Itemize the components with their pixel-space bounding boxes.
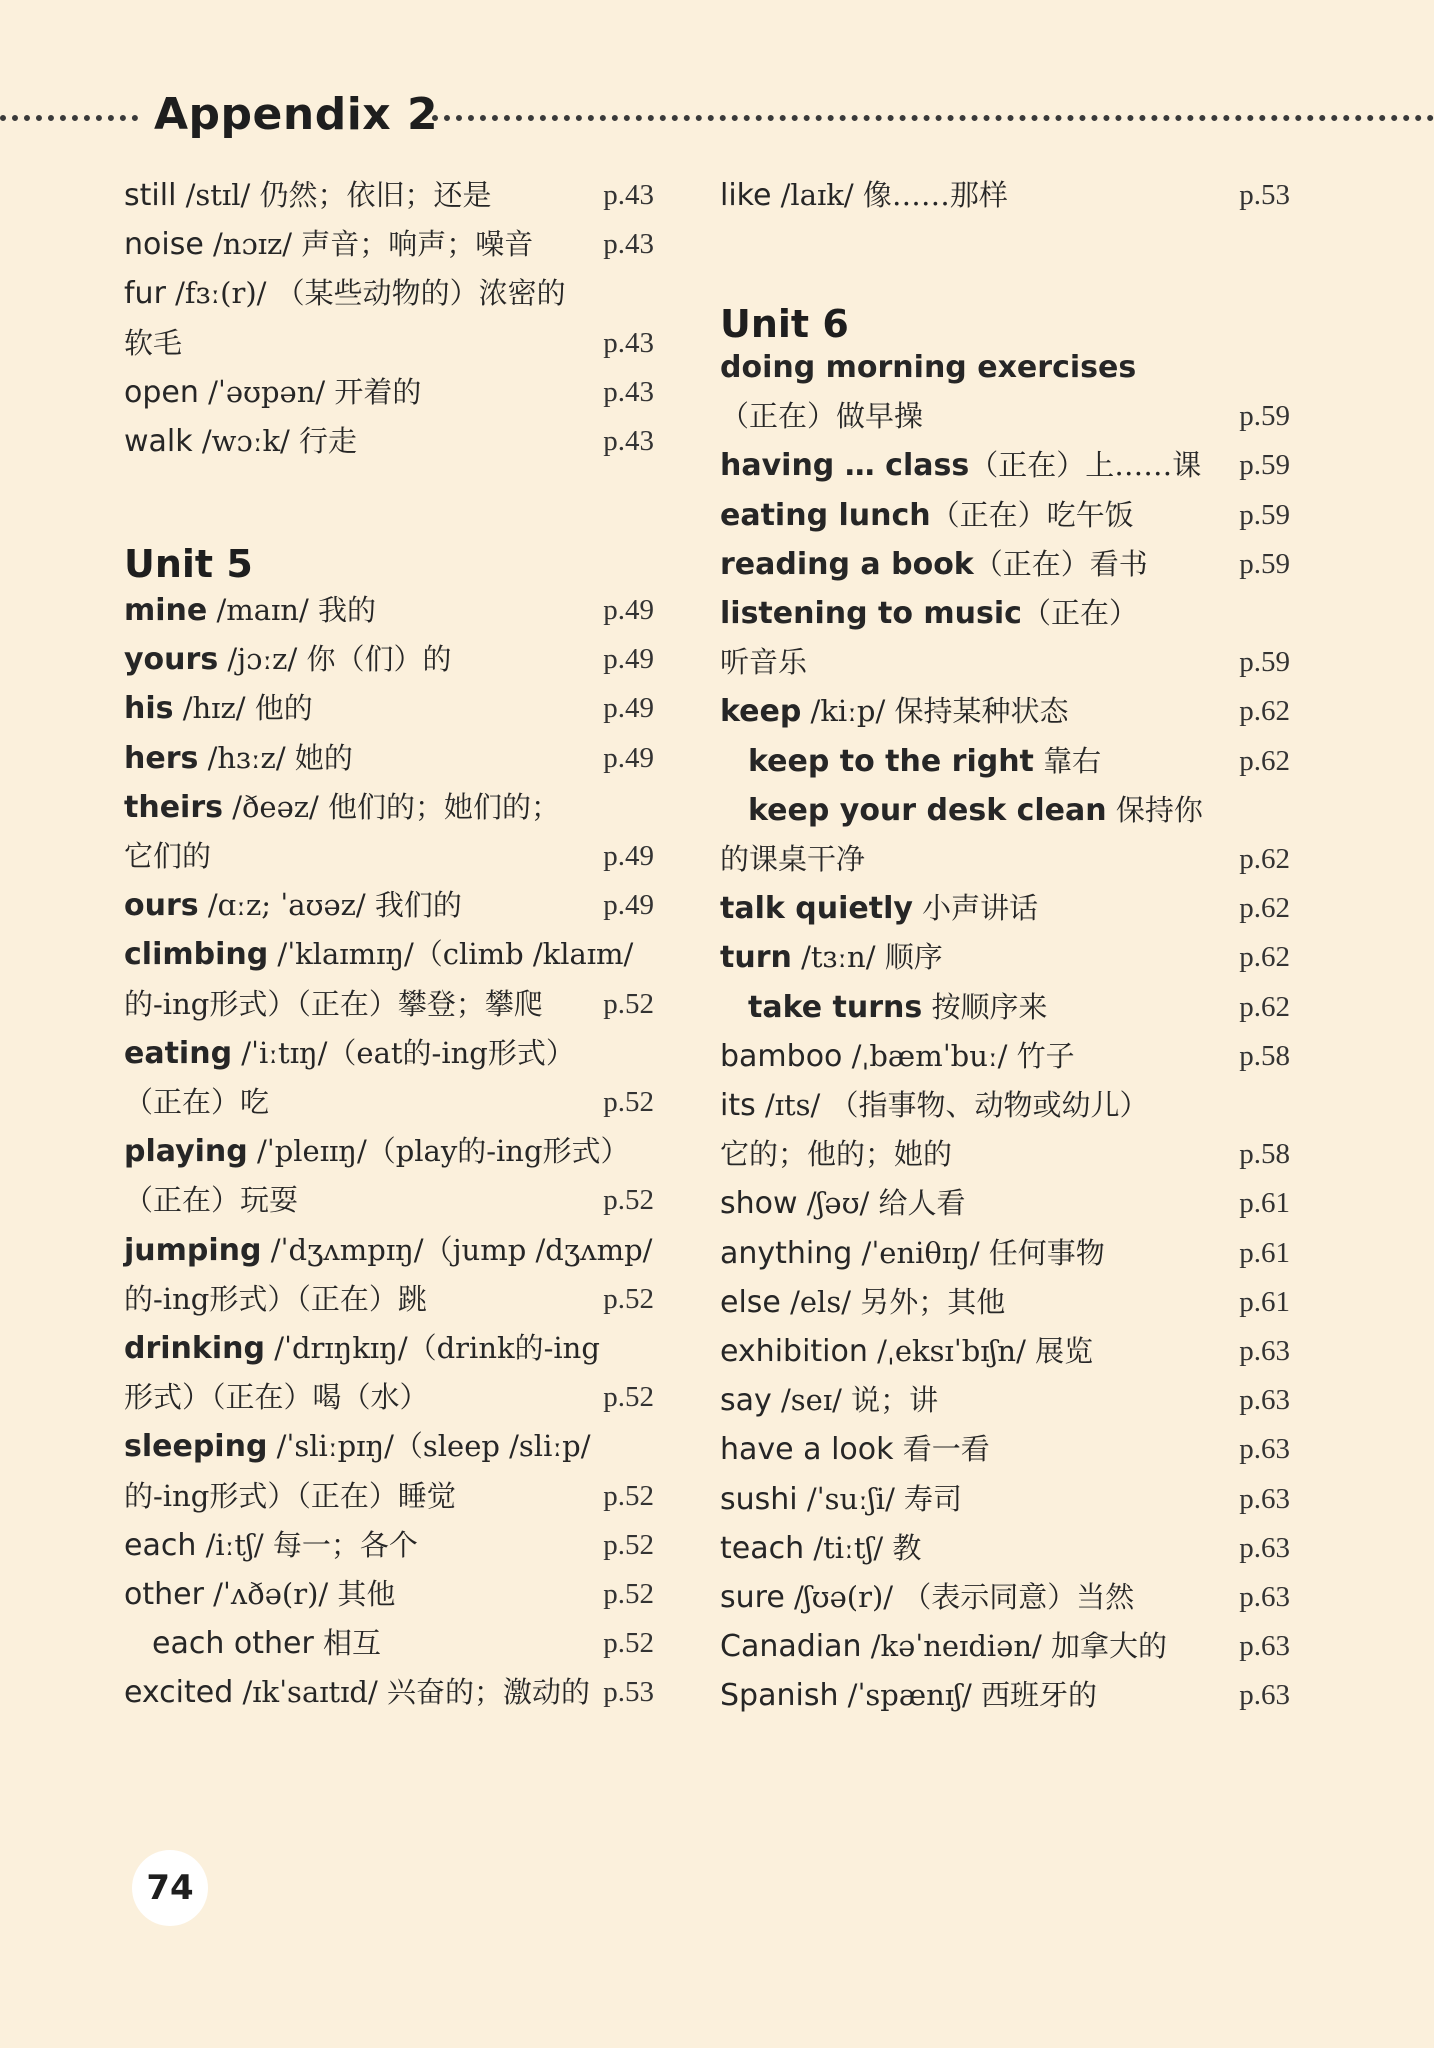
glossary-entry — [124, 586, 694, 635]
entry-headword: open — [124, 374, 199, 410]
entry-page-ref: p.52 — [603, 1282, 654, 1315]
entry-page-ref: p.58 — [1239, 1039, 1290, 1072]
entry-definition: 形式）（正在）喝（水） — [124, 1380, 429, 1415]
entry-headword: keep your desk clean — [748, 792, 1107, 828]
entry-definition: 按顺序来 — [922, 989, 1048, 1024]
glossary-entry — [720, 1524, 1290, 1573]
entry-headword: bamboo — [720, 1038, 843, 1074]
entry-headword: fur — [124, 276, 166, 312]
glossary-entry — [124, 1226, 694, 1275]
entry-page-ref: p.52 — [603, 987, 654, 1020]
glossary-entry — [720, 1671, 1290, 1720]
glossary-entry — [720, 540, 1290, 589]
entry-page-ref: p.52 — [603, 1528, 654, 1561]
entry-page-ref: p.63 — [1239, 1433, 1290, 1466]
glossary-entry — [124, 368, 694, 417]
entry-headword: say — [720, 1383, 772, 1419]
entry-definition: /ˌeksɪˈbɪʃn/ 展览 — [867, 1334, 1094, 1368]
entry-definition: /jɔːz/ 你（们）的 — [218, 642, 452, 677]
entry-definition: /kiːp/ 保持某种状态 — [801, 694, 1069, 729]
entry-page-ref: p.59 — [1239, 646, 1290, 679]
glossary-entry — [720, 1376, 1290, 1425]
entry-page-ref: p.63 — [1239, 1482, 1290, 1515]
entry-definition: /hɪz/ 他的 — [173, 691, 313, 726]
entry-page-ref: p.52 — [603, 1184, 654, 1217]
entry-headword: reading a book — [720, 546, 974, 582]
entry-definition: /ʃʊə(r)/ （表示同意）当然 — [784, 1580, 1135, 1614]
glossary-entry — [720, 786, 1290, 835]
glossary-entry — [720, 171, 1290, 220]
glossary-entry — [720, 1179, 1290, 1228]
entry-page-ref: p.63 — [1239, 1335, 1290, 1367]
glossary-entry — [124, 980, 694, 1029]
entry-definition: /ˈsliːpɪŋ/（sleep /sliːp/ — [267, 1429, 591, 1464]
entry-definition: /maɪn/ 我的 — [207, 593, 376, 627]
glossary-entry — [124, 832, 694, 881]
entry-headword: show — [720, 1186, 798, 1222]
entry-page-ref: p.53 — [1239, 179, 1290, 211]
entry-definition: /ˈpleɪɪŋ/（play的-ing形式） — [247, 1134, 630, 1169]
glossary-entry — [124, 1324, 694, 1373]
entry-definition: /ˈəʊpən/ 开着的 — [198, 374, 422, 409]
entry-definition: /tiːtʃ/ 教 — [804, 1530, 922, 1565]
glossary-entry — [124, 1668, 694, 1717]
glossary-entry — [124, 269, 694, 318]
entry-definition: （正在）做早操 — [720, 399, 924, 434]
entry-headword: like — [720, 178, 772, 213]
entry-page-ref: p.52 — [603, 1627, 654, 1660]
glossary-entry — [720, 835, 1290, 884]
entry-definition: （正在） — [1021, 596, 1138, 630]
entry-headword: yours — [124, 642, 219, 678]
entry-headword: hers — [124, 740, 199, 776]
entry-definition: /ʃəʊ/ 给人看 — [797, 1186, 966, 1221]
entry-headword: drinking — [124, 1331, 265, 1366]
glossary-entry — [720, 638, 1290, 687]
entry-definition: 的-ing形式）（正在）跳 — [124, 1281, 427, 1316]
glossary-entry — [720, 1130, 1290, 1179]
entry-headword: have a look — [720, 1432, 894, 1468]
glossary-entry — [124, 881, 694, 930]
entry-headword: sushi — [720, 1481, 798, 1517]
glossary-entry — [124, 930, 694, 979]
entry-headword: listening to music — [720, 596, 1022, 631]
entry-definition: 看一看 — [893, 1432, 990, 1467]
glossary-entry — [720, 1622, 1290, 1671]
entry-page-ref: p.59 — [1239, 547, 1290, 580]
entry-definition: （正在）吃 — [124, 1085, 270, 1119]
glossary-entry — [720, 392, 1290, 441]
entry-headword: still — [124, 178, 177, 213]
entry-page-ref: p.52 — [603, 1578, 654, 1610]
glossary-entry — [124, 417, 694, 466]
unit-heading: Unit 5 — [124, 542, 253, 586]
entry-headword: exhibition — [720, 1334, 868, 1369]
entry-headword: his — [124, 691, 174, 727]
entry-definition: /ðeəz/ 他们的；她们的； — [222, 789, 561, 824]
header-dotted-rule-right — [432, 115, 1434, 121]
entry-headword: else — [720, 1284, 781, 1320]
entry-headword: turn — [720, 940, 792, 976]
entry-definition: （正在）玩耍 — [124, 1183, 299, 1218]
entry-definition: /ˈʌðə(r)/ 其他 — [203, 1577, 396, 1611]
entry-page-ref: p.61 — [1239, 1285, 1290, 1318]
entry-definition: 的-ing形式）（正在）攀登；攀爬 — [124, 986, 543, 1021]
glossary-entry — [124, 1521, 694, 1570]
entry-headword: each — [124, 1527, 197, 1563]
glossary-entry — [124, 1029, 694, 1078]
entry-page-ref: p.43 — [603, 375, 654, 408]
entry-definition: /stɪl/ 仍然；依旧；还是 — [176, 178, 492, 212]
glossary-entry — [720, 1425, 1290, 1474]
entry-headword: ours — [124, 888, 199, 924]
entry-definition: 的课桌干净 — [720, 842, 866, 876]
entry-headword: anything — [720, 1235, 853, 1271]
entry-definition: /ˈklaɪmɪŋ/（climb /klaɪm/ — [268, 937, 634, 972]
entry-page-ref: p.58 — [1239, 1138, 1290, 1171]
entry-page-ref: p.63 — [1239, 1630, 1290, 1663]
entry-page-ref: p.43 — [603, 326, 654, 359]
entry-headword: doing morning exercises — [720, 350, 1137, 385]
glossary-entry — [720, 1475, 1290, 1524]
glossary-entry — [124, 1472, 694, 1521]
entry-page-ref: p.62 — [1239, 892, 1290, 925]
header-dotted-rule-left — [0, 115, 138, 121]
page-number-badge — [132, 1850, 208, 1926]
entry-definition: /wɔːk/ 行走 — [192, 424, 358, 458]
entry-headword: its — [720, 1088, 756, 1123]
entry-page-ref: p.61 — [1239, 1236, 1290, 1269]
glossary-entry — [720, 1032, 1290, 1081]
entry-headword: playing — [124, 1134, 248, 1170]
entry-definition: /hɜːz/ 她的 — [198, 740, 353, 775]
entry-page-ref: p.49 — [603, 692, 654, 725]
entry-headword: eating — [124, 1035, 233, 1071]
entry-headword: keep — [720, 694, 802, 730]
entry-page-ref: p.43 — [603, 228, 654, 261]
entry-headword: climbing — [124, 937, 269, 973]
entry-definition: /laɪk/ 像……那样 — [771, 178, 1008, 212]
entry-definition: （正在）吃午饭 — [930, 497, 1134, 532]
entry-page-ref: p.62 — [1239, 744, 1290, 777]
entry-definition: /iːtʃ/ 每一；各个 — [196, 1527, 418, 1562]
entry-page-ref: p.53 — [603, 1676, 654, 1709]
entry-page-ref: p.49 — [603, 643, 654, 676]
entry-headword: Spanish — [720, 1678, 839, 1714]
entry-definition: /ˈdʒʌmpɪŋ/（jump /dʒʌmp/ — [261, 1232, 653, 1267]
glossary-entry — [124, 1176, 694, 1225]
entry-definition: /ɑːz; ˈaʊəz/ 我们的 — [198, 888, 462, 923]
glossary-entry — [124, 220, 694, 269]
entry-definition: /ˈsuːʃi/ 寿司 — [797, 1481, 963, 1516]
glossary-entry — [720, 589, 1290, 638]
entry-definition: 靠右 — [1033, 743, 1102, 778]
entry-page-ref: p.49 — [603, 741, 654, 774]
glossary-entry — [720, 737, 1290, 786]
glossary-entry — [720, 687, 1290, 736]
entry-definition: 它的；他的；她的 — [720, 1137, 953, 1172]
glossary-entry — [124, 171, 694, 220]
entry-definition: /ɪts/ （指事物、动物或幼儿） — [755, 1088, 1149, 1122]
entry-definition: /nɔɪz/ 声音；响声；噪音 — [203, 227, 534, 262]
glossary-entry — [124, 1078, 694, 1127]
glossary-entry — [720, 1278, 1290, 1327]
entry-definition: 软毛 — [124, 325, 183, 360]
entry-definition: /ˈspænɪʃ/ 西班牙的 — [838, 1678, 1097, 1713]
entry-headword: keep to the right — [748, 743, 1034, 779]
entry-page-ref: p.52 — [603, 1381, 654, 1414]
entry-headword: walk — [124, 424, 193, 459]
entry-headword: having … class — [720, 448, 970, 484]
entry-page-ref: p.49 — [603, 594, 654, 626]
entry-headword: teach — [720, 1530, 805, 1566]
entry-headword: jumping — [124, 1232, 262, 1268]
entry-headword: each other — [152, 1626, 314, 1662]
entry-page-ref: p.62 — [1239, 941, 1290, 974]
entry-headword: sure — [720, 1580, 785, 1615]
glossary-entry — [720, 441, 1290, 490]
entry-definition: /kəˈneɪdiən/ 加拿大的 — [861, 1629, 1167, 1664]
glossary-entry — [720, 343, 1290, 392]
glossary-entry — [124, 635, 694, 684]
entry-page-ref: p.62 — [1239, 990, 1290, 1023]
glossary-entry — [720, 1327, 1290, 1376]
entry-headword: excited — [124, 1675, 234, 1711]
page-number: 74 — [146, 1868, 194, 1908]
entry-page-ref: p.43 — [603, 425, 654, 457]
glossary-entry — [124, 1619, 694, 1668]
glossary-entry — [720, 933, 1290, 982]
entry-page-ref: p.59 — [1239, 449, 1290, 482]
entry-definition: /ˌbæmˈbuː/ 竹子 — [842, 1038, 1075, 1073]
entry-page-ref: p.59 — [1239, 400, 1290, 433]
entry-page-ref: p.63 — [1239, 1384, 1290, 1417]
entry-definition: /ˈiːtɪŋ/（eat的-ing形式） — [232, 1035, 575, 1070]
entry-page-ref: p.49 — [603, 889, 654, 922]
glossary-entry — [720, 1573, 1290, 1622]
entry-page-ref: p.62 — [1239, 695, 1290, 728]
entry-definition: /ˈdrɪŋkɪŋ/（drink的-ing — [264, 1331, 600, 1365]
entry-definition: /seɪ/ 说；讲 — [771, 1383, 939, 1418]
glossary-entry — [720, 491, 1290, 540]
entry-page-ref: p.49 — [603, 840, 654, 872]
entry-definition: /els/ 另外；其他 — [780, 1284, 1006, 1319]
entry-definition: /ɪkˈsaɪtɪd/ 兴奋的；激动的 — [233, 1675, 590, 1710]
glossary-entry — [720, 1229, 1290, 1278]
glossary-entry — [124, 1127, 694, 1176]
entry-headword: eating lunch — [720, 497, 931, 533]
entry-page-ref: p.52 — [603, 1086, 654, 1118]
glossary-entry — [720, 1081, 1290, 1130]
entry-definition: /fɜː(r)/ （某些动物的）浓密的 — [165, 276, 566, 311]
entry-definition: 它们的 — [124, 839, 212, 873]
entry-page-ref: p.59 — [1239, 498, 1290, 531]
glossary-entry — [124, 319, 694, 368]
entry-headword: talk quietly — [720, 891, 913, 927]
entry-headword: sleeping — [124, 1429, 268, 1465]
entry-definition: /ˈeniθɪŋ/ 任何事物 — [852, 1235, 1105, 1270]
glossary-entry — [124, 1422, 694, 1471]
entry-headword: other — [124, 1577, 204, 1612]
entry-page-ref: p.62 — [1239, 843, 1290, 875]
entry-definition: （正在）看书 — [973, 546, 1148, 581]
glossary-entry — [720, 983, 1290, 1032]
entry-headword: mine — [124, 593, 208, 628]
entry-definition: 的-ing形式）（正在）睡觉 — [124, 1478, 456, 1513]
entry-page-ref: p.63 — [1239, 1679, 1290, 1712]
entry-definition: （正在）上……课 — [969, 448, 1202, 483]
entry-page-ref: p.63 — [1239, 1531, 1290, 1564]
entry-headword: Canadian — [720, 1629, 862, 1665]
entry-headword: take turns — [748, 989, 923, 1025]
glossary-entry — [124, 734, 694, 783]
entry-headword: noise — [124, 227, 204, 263]
glossary-entry — [720, 884, 1290, 933]
unit-heading: Unit 6 — [720, 302, 849, 346]
entry-definition: 保持你 — [1106, 792, 1203, 827]
entry-page-ref: p.43 — [603, 179, 654, 211]
glossary-entry — [124, 783, 694, 832]
glossary-entry — [124, 1373, 694, 1422]
entry-page-ref: p.63 — [1239, 1581, 1290, 1613]
entry-page-ref: p.61 — [1239, 1187, 1290, 1220]
glossary-entry — [124, 1275, 694, 1324]
entry-headword: theirs — [124, 789, 223, 825]
entry-definition: 相互 — [313, 1626, 382, 1661]
entry-definition: 小声讲话 — [912, 891, 1039, 926]
glossary-entry — [124, 1570, 694, 1619]
entry-definition: /tɜːn/ 顺序 — [791, 940, 943, 975]
glossary-entry — [124, 684, 694, 733]
entry-page-ref: p.52 — [603, 1479, 654, 1512]
page-title: Appendix 2 — [154, 89, 439, 140]
entry-definition: 听音乐 — [720, 645, 808, 680]
